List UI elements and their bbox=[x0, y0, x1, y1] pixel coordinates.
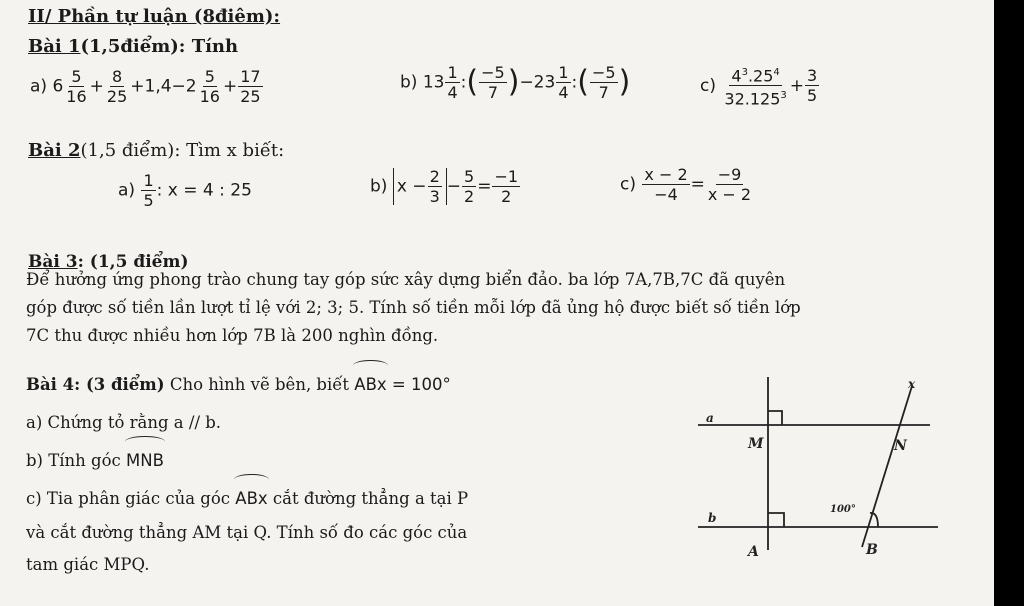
label-x: x bbox=[908, 377, 916, 391]
frac-num: 3 bbox=[807, 66, 818, 86]
label-angle: 100° bbox=[830, 504, 856, 515]
frac-den: 5 bbox=[807, 86, 818, 106]
section-title bbox=[28, 6, 280, 27]
angle-mnb: MNB bbox=[126, 442, 164, 480]
op: = bbox=[477, 176, 492, 197]
bai1-c-label: c) bbox=[700, 75, 716, 96]
op: + bbox=[89, 76, 104, 97]
bai1-b-frac4 bbox=[590, 64, 618, 101]
bai4-c1 bbox=[26, 480, 626, 518]
bai2-c-label: c) bbox=[620, 174, 636, 195]
bai2-c-frac2 bbox=[706, 166, 753, 203]
op: + bbox=[789, 75, 804, 96]
bai2-b-frac1 bbox=[428, 168, 442, 205]
exp: 3 bbox=[741, 67, 748, 78]
frac-den: 16 bbox=[199, 87, 220, 106]
label-a: a bbox=[706, 411, 714, 425]
bai1-a-frac4 bbox=[238, 68, 262, 105]
bai1-a-frac2 bbox=[105, 68, 129, 105]
bai4-a: a) Chứng tỏ rằng a // b. bbox=[26, 413, 222, 432]
bai4-b bbox=[26, 442, 626, 480]
bai2-title bbox=[28, 140, 284, 161]
bai2-title-suffix: (1,5 điểm): Tìm x biết: bbox=[80, 140, 285, 161]
bai1-a-frac3 bbox=[198, 68, 222, 105]
frac-num: 5 bbox=[464, 167, 475, 186]
bai1-b-label: b) bbox=[400, 72, 418, 93]
bai2-title-prefix: Bài 2 bbox=[28, 140, 81, 161]
angle-abx: ABx bbox=[354, 366, 386, 404]
frac-num bbox=[729, 64, 781, 86]
label-a-point: A bbox=[748, 544, 759, 560]
abs-value bbox=[393, 168, 447, 205]
frac-den: 5 bbox=[143, 191, 154, 210]
bai4-c2: và cắt đường thẳng AM tại Q. Tính số đo các góc của bbox=[26, 523, 468, 542]
frac-num: 2 bbox=[429, 167, 440, 186]
frac-den: x − 2 bbox=[707, 185, 752, 204]
frac-num: −9 bbox=[717, 165, 742, 184]
label-b-point: B bbox=[866, 542, 878, 558]
bai3-line3: 7C thu được nhiều hơn lớp 7B là 200 nghìn đồng. bbox=[26, 326, 439, 345]
frac-num: 17 bbox=[240, 67, 261, 86]
bai4-title: Bài 4: (3 điểm) bbox=[26, 375, 165, 394]
label-n: N bbox=[894, 438, 907, 454]
bai4-eq: = 100° bbox=[386, 375, 451, 394]
frac-den: 2 bbox=[501, 187, 512, 206]
right-angle-m bbox=[768, 411, 782, 425]
bai3-body bbox=[26, 266, 986, 350]
bai1-b-frac1 bbox=[445, 64, 459, 101]
exp: 4 bbox=[773, 67, 780, 78]
bai1-c-frac2 bbox=[805, 67, 819, 104]
frac-den: 25 bbox=[106, 87, 128, 106]
section-title-text: II/ Phần tự luận (8điêm): bbox=[28, 6, 281, 27]
bai1-title bbox=[28, 36, 238, 57]
int: 13 bbox=[422, 72, 445, 93]
frac-num: 5 bbox=[204, 67, 215, 86]
bai1-a-label: a) bbox=[30, 76, 48, 97]
frac-den: 7 bbox=[598, 83, 609, 102]
frac-den: 7 bbox=[487, 83, 499, 102]
bai4-body bbox=[26, 366, 626, 582]
bai3-line2: góp được số tiền lần lượt tỉ lệ với 2; 3; 5. Tính số tiền mỗi lớp đã ủng hộ được biết số tiền lớp bbox=[26, 298, 801, 317]
frac-num: x − 2 bbox=[644, 165, 688, 184]
bai4-intro: Cho hình vẽ bên, biết bbox=[164, 375, 355, 394]
equation-rest: : x = 4 : 25 bbox=[156, 180, 252, 201]
frac-den: 2 bbox=[464, 187, 475, 206]
var: x − bbox=[396, 176, 427, 197]
geometry-figure bbox=[690, 372, 950, 572]
frac-den: 3 bbox=[429, 187, 440, 206]
bai3-title-suffix: : (1,5 điểm) bbox=[77, 252, 189, 272]
bai1-title-prefix: Bài 1 bbox=[28, 36, 81, 57]
base: .25 bbox=[747, 66, 774, 86]
bai2-b-frac2 bbox=[462, 168, 476, 205]
line-nx bbox=[862, 386, 912, 547]
bai2-b bbox=[370, 168, 521, 205]
bai4-c-prefix: c) Tia phân giác của góc bbox=[26, 489, 236, 508]
bai1-b: b) 13 $\frac{1}{4}$ :( $\frac{-5}{7}$ )−23 $\frac{1}{4}$ :( $\frac{-5}{7}$ ) bbox=[400, 63, 631, 102]
op: : bbox=[571, 72, 578, 93]
angle-abx-2: ABx bbox=[235, 480, 267, 518]
bai4-line1 bbox=[26, 366, 626, 404]
bai2-c bbox=[620, 166, 754, 203]
frac-num: 5 bbox=[71, 67, 82, 86]
bai3-title-prefix: Bài 3 bbox=[28, 252, 78, 272]
bai1-a-int1: 6 bbox=[52, 76, 64, 97]
op: : bbox=[460, 72, 467, 93]
bai2-b-label: b) bbox=[370, 176, 388, 197]
frac-num: 1 bbox=[558, 63, 569, 82]
bai2-b-frac3 bbox=[492, 168, 520, 205]
bai4-c-suffix: cắt đường thẳng a tại P bbox=[267, 489, 469, 508]
bai1-a-frac1 bbox=[64, 68, 88, 105]
frac-num: −5 bbox=[591, 63, 616, 82]
frac-den: 16 bbox=[66, 87, 87, 106]
frac-den: −4 bbox=[654, 185, 678, 204]
base: 4 bbox=[731, 66, 742, 86]
right-angle-a bbox=[768, 513, 784, 527]
frac-num: −5 bbox=[481, 63, 505, 82]
frac-num: 8 bbox=[111, 67, 123, 86]
exp: 3 bbox=[780, 90, 787, 102]
bai1-title-suffix: (1,5điểm): Tính bbox=[80, 36, 239, 57]
frac-den: 4 bbox=[447, 83, 458, 102]
frac-num: −1 bbox=[494, 167, 519, 186]
op: = bbox=[690, 174, 705, 195]
bai1-c-frac1 bbox=[722, 64, 788, 108]
frac-den: 25 bbox=[240, 87, 261, 106]
op: −23 bbox=[519, 72, 556, 93]
bai1-a bbox=[30, 68, 264, 105]
label-m: M bbox=[748, 436, 764, 452]
bai2-a bbox=[118, 172, 252, 209]
bai4-b-prefix: b) Tính góc bbox=[26, 451, 127, 470]
frac-den bbox=[722, 86, 788, 107]
bai3-line1: Để hưởng ứng phong trào chung tay góp sức xây dựng biển đảo. ba lớp 7A,7B,7C đã quyên bbox=[26, 270, 786, 289]
base: 32.125 bbox=[724, 89, 781, 109]
bai1-b-frac3 bbox=[556, 64, 570, 101]
frac-num: 1 bbox=[447, 63, 458, 82]
op: + bbox=[222, 76, 238, 97]
frac-num: 1 bbox=[143, 171, 154, 190]
label-b: b bbox=[708, 511, 717, 525]
bai1-b-frac2 bbox=[479, 64, 507, 101]
op: +1,4−2 bbox=[130, 76, 197, 97]
bai1-c bbox=[700, 64, 820, 108]
bai2-a-label: a) bbox=[118, 180, 136, 201]
bai4-c3: tam giác MPQ. bbox=[26, 555, 150, 574]
bai2-a-frac bbox=[141, 172, 155, 209]
op: − bbox=[446, 176, 461, 197]
bai2-c-frac1 bbox=[642, 166, 689, 203]
frac-den: 4 bbox=[558, 83, 569, 102]
